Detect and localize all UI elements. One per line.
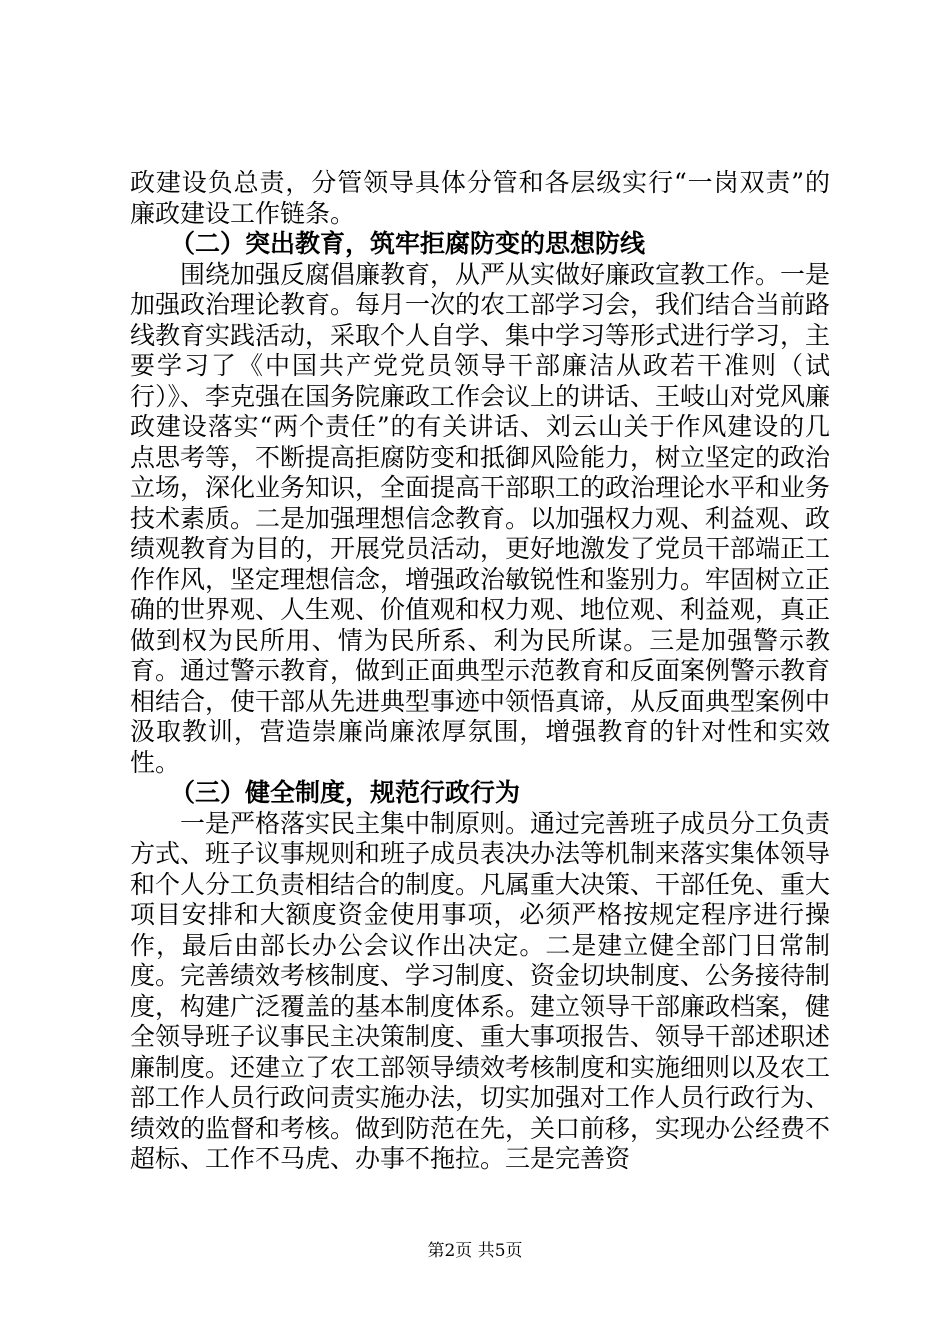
section-heading-system: （三）健全制度，规范行政行为	[170, 778, 521, 807]
paragraph-system: 一是严格落实民主集中制原则。通过完善班子成员分工负责方式、班子议事规则和班子成员表决办法等机制来落实集体领导和个人分工负责相结合的制度。凡属重大决策、干部任免、重大项目安排和大额度资金使用事项，必须严格按规定程序进行操作，最后由部长办公会议作出决定。二是建立健全部门日常制度。完善绩效考核制度、学习制度、资金切块制度、公务接待制度，构建广泛覆盖的基本制度体系。建立领导干部廉政档案，健全领导班子议事民主决策制度、重大事项报告、领导干部述职述廉制度。还建立了农工部领导绩效考核制度和实施细则以及农工部工作人员行政问责实施办法，切实加强对工作人员行政行为、绩效的监督和考核。做到防范在先，关口前移，实现办公经费不超标、工作不马虎、办事不拖拉。三是完善资	[130, 808, 831, 1173]
page-number-footer: 第2页 共5页	[427, 1241, 523, 1261]
document-body	[130, 168, 830, 1175]
section-heading-education: （二）突出教育，筑牢拒腐防变的思想防线	[170, 229, 646, 258]
paragraph-continuation: 政建设负总责，分管领导具体分管和各层级实行“一岗双责”的廉政建设工作链条。	[130, 168, 830, 228]
paragraph-education: 围绕加强反腐倡廉教育，从严从实做好廉政宣教工作。一是加强政治理论教育。每月一次的农工部学习会，我们结合当前路线教育实践活动，采取个人自学、集中学习等形式进行学习，主要学习了《中国共产党党员领导干部廉洁从政若干准则（试行）》、李克强在国务院廉政工作会议上的讲话、王岐山对党风廉政建设落实“两个责任”的有关讲话、刘云山关于作风建设的几点思考等，不断提高拒腐防变和抵御风险能力，树立坚定的政治立场，深化业务知识，全面提高干部职工的政治理论水平和业务技术素质。二是加强理想信念教育。以加强权力观、利益观、政绩观教育为目的，开展党员活动，更好地激发了党员干部端正工作作风，坚定理想信念，增强政治敏锐性和鉴别力。牢固树立正确的世界观、人生观、价值观和权力观、地位观、利益观，真正做到权为民所用、情为民所系、利为民所谋。三是加强警示教育。通过警示教育，做到正面典型示范教育和反面案例警示教育相结合，使干部从先进典型事迹中领悟真谛，从反面典型案例中汲取教训，营造崇廉尚廉浓厚氛围，增强教育的针对性和实效性。	[130, 259, 831, 777]
